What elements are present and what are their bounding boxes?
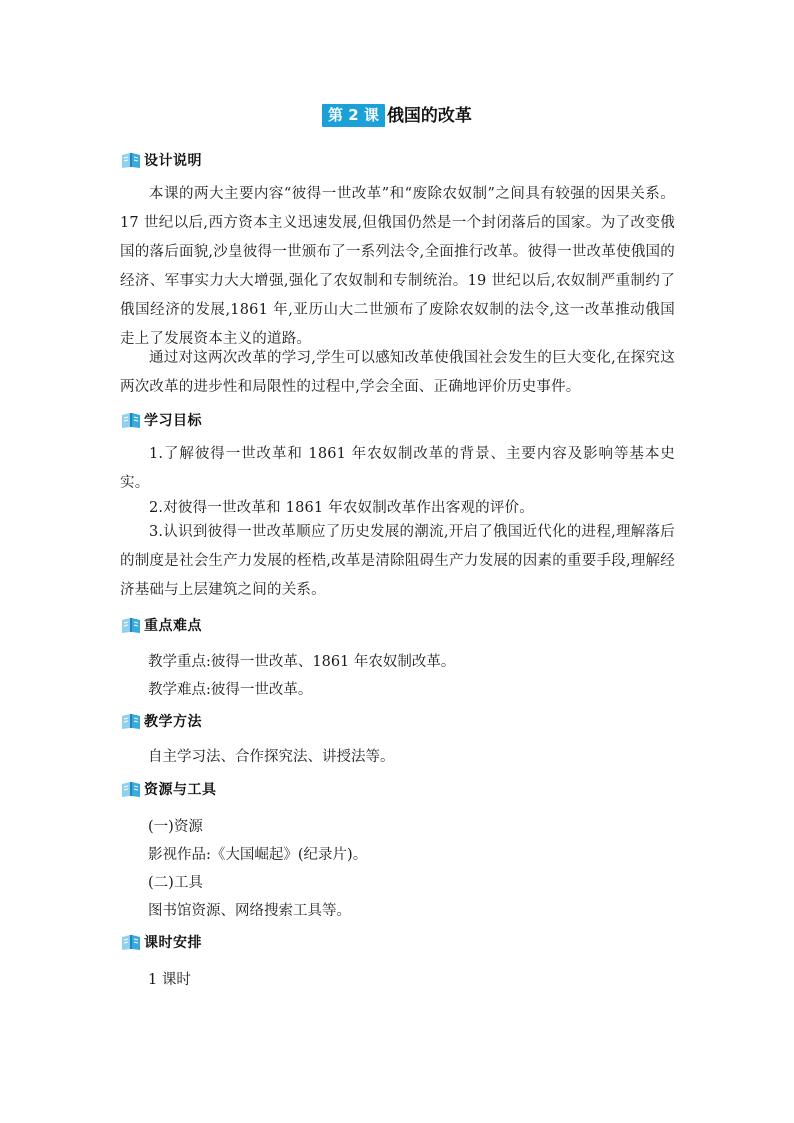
- section-label: 设计说明: [144, 153, 202, 169]
- tools-subheading: (二)工具: [148, 875, 203, 891]
- book-icon: [120, 616, 142, 634]
- page-title: 俄国的改革: [386, 105, 472, 126]
- design-paragraph-2: 通过对这两次改革的学习,学生可以感知改革使俄国社会发生的巨大变化,在探究这两次改革的进步性和局限性的过程中,学会全面、正确地评价历史事件。: [120, 350, 675, 395]
- book-icon: [120, 712, 142, 730]
- section-label: 课时安排: [144, 935, 202, 951]
- goal-item-3: 3.认识到彼得一世改革顺应了历史发展的潮流,开启了俄国近代化的进程,理解落后的制度是社会生产力发展的桎梏,改革是清除阻碍生产力发展的因素的重要手段,理解经济基础与上层建筑之间的关系。: [120, 524, 675, 598]
- section-schedule-heading: [120, 932, 202, 952]
- section-label: 学习目标: [144, 413, 202, 429]
- resources-subheading: (一)资源: [148, 819, 203, 835]
- lesson-badge: 第 2 课: [322, 104, 385, 127]
- book-icon: [120, 411, 142, 429]
- section-keypoints-heading: [120, 615, 202, 635]
- lesson-title: [0, 104, 794, 127]
- section-methods-heading: [120, 711, 202, 731]
- goal-item-1: 1.了解彼得一世改革和 1861 年农奴制改革的背景、主要内容及影响等基本史实。: [120, 446, 675, 491]
- book-icon: [120, 151, 142, 169]
- section-label: 教学方法: [144, 714, 202, 730]
- design-paragraph-1: 本课的两大主要内容“彼得一世改革”和“废除农奴制”之间具有较强的因果关系。17 世纪以后,西方资本主义迅速发展,但俄国仍然是一个封闭落后的国家。为了改变俄国的落后面貌,沙皇彼得一世颁布了一系列法令,全面推行改革。彼得一世改革使俄国的经济、军事实力大大增强,强化了农奴制和专制统治。19 世纪以后,农奴制严重制约了俄国经济的发展,1861 年,亚历山大二世颁布了废除农奴制的法令,这一改革推动俄国走上了发展资本主义的道路。: [120, 186, 675, 347]
- schedule-line: 1 课时: [148, 972, 191, 988]
- section-goals-heading: [120, 410, 202, 430]
- resources-item: 影视作品:《大国崛起》(纪录片)。: [148, 847, 368, 863]
- difficult-point-line: 教学难点:彼得一世改革。: [148, 682, 313, 698]
- goal-item-2: 2.对彼得一世改革和 1861 年农奴制改革作出客观的评价。: [149, 500, 534, 516]
- section-label: 重点难点: [144, 618, 202, 634]
- book-icon: [120, 933, 142, 951]
- book-icon: [120, 780, 142, 798]
- tools-item: 图书馆资源、网络搜索工具等。: [148, 903, 351, 919]
- section-resources-heading: [120, 779, 217, 799]
- section-label: 资源与工具: [144, 782, 217, 798]
- section-design-heading: [120, 150, 202, 170]
- key-point-line: 教学重点:彼得一世改革、1861 年农奴制改革。: [148, 654, 456, 670]
- methods-line: 自主学习法、合作探究法、讲授法等。: [148, 749, 395, 765]
